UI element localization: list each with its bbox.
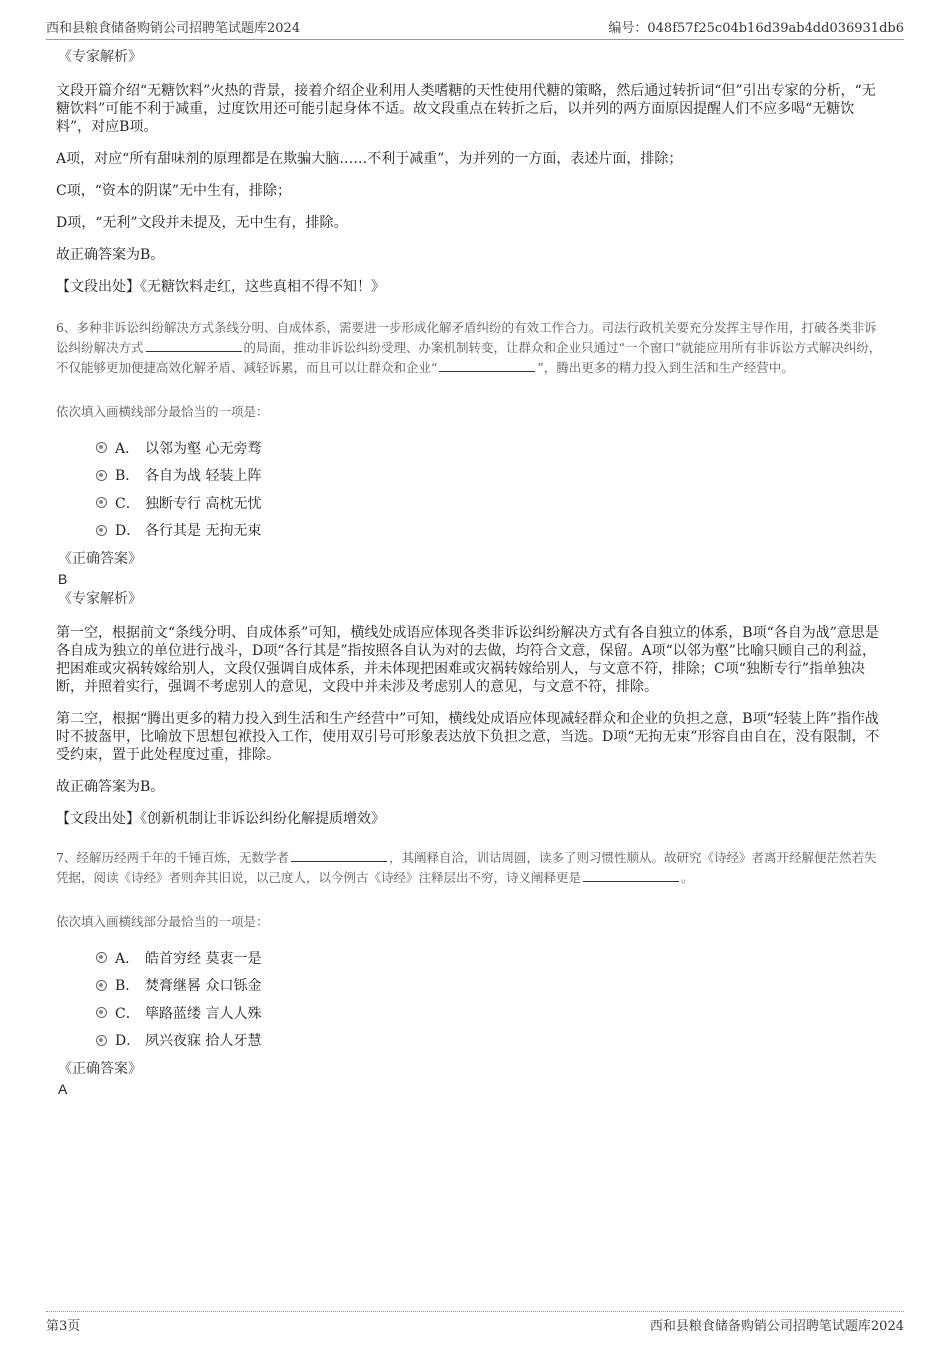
question-text-part: 的局面，推动非诉讼纠纷受理、办案机制转变，让群众和企业只通过“一个窗口”就能应用所有非诉讼方式解决纠纷，不仅能够更加便捷高效化解矛盾、减轻诉累，而且可以让群众和企业“ xyxy=(56,340,882,375)
question-text-part: ”，腾出更多的精力投入到生活和生产经营中。 xyxy=(537,360,794,375)
radio-icon[interactable] xyxy=(96,1007,107,1018)
analysis-paragraph: D项，“无利”文段并未提及，无中生有，排除。 xyxy=(56,215,348,231)
expert-analysis-label: 《专家解析》 xyxy=(58,49,142,65)
analysis-paragraph: 文段开篇介绍“无糖饮料”火热的背景，接着介绍企业利用人类嗜糖的天性使用代糖的策略，然后通过转折词“但”引出专家的分析，“无糖饮料”可能不利于减重，过度饮用还可能引起身体不适。故文段重点在转折之后，以并列的两方面原因提醒人们不应多喝“无糖饮料”，对应B项。 xyxy=(56,83,876,135)
page-content xyxy=(56,46,884,1098)
option-text: 皓首穷经 莫衷一是 xyxy=(145,950,262,967)
question-prompt: 依次填入画横线部分最恰当的一项是： xyxy=(56,914,269,929)
question-6-options xyxy=(56,434,884,544)
page-header xyxy=(46,12,904,40)
radio-icon[interactable] xyxy=(96,1035,107,1046)
question-prompt: 依次填入画横线部分最恰当的一项是： xyxy=(56,404,269,419)
answer-statement: 故正确答案为B。 xyxy=(56,779,165,795)
fill-blank xyxy=(146,339,242,352)
option-c[interactable] xyxy=(96,999,884,1027)
fill-blank xyxy=(439,359,535,372)
page-number: 第3页 xyxy=(46,1319,81,1334)
radio-icon[interactable] xyxy=(96,525,107,536)
option-letter: C． xyxy=(115,495,140,512)
radio-icon[interactable] xyxy=(96,442,107,453)
option-a[interactable] xyxy=(96,434,884,462)
fill-blank xyxy=(583,869,679,882)
radio-icon[interactable] xyxy=(96,952,107,963)
question-6-text xyxy=(56,318,884,378)
correct-answer-value: A xyxy=(58,1081,68,1097)
option-letter: D． xyxy=(115,1033,141,1050)
question-text-part: 6、多种非诉讼纠纷解决方式条线分明、自成体系，需要进一步形成化解矛盾纠纷的有效工作合力。司法行政机关要充分发挥主导作用，打破各类非诉讼纠纷解决方式 xyxy=(56,320,877,355)
option-b[interactable] xyxy=(96,972,884,1000)
option-text: 各自为战 轻装上阵 xyxy=(145,468,262,485)
option-text: 各行其是 无拘无束 xyxy=(145,523,262,540)
option-a[interactable] xyxy=(96,944,884,972)
option-text: 独断专行 高枕无忧 xyxy=(145,495,262,512)
analysis-paragraph: A项，对应“所有甜味剂的原理都是在欺骗大脑……不利于减重”，为并列的一方面，表述片面，排除； xyxy=(56,151,683,167)
question-text-part: 7、经解历经两千年的千锤百炼，无数学者 xyxy=(56,850,289,865)
footer-title: 西和县粮食储备购销公司招聘笔试题库2024 xyxy=(649,1319,904,1334)
expert-analysis-label: 《专家解析》 xyxy=(58,591,142,607)
option-d[interactable] xyxy=(96,1027,884,1055)
radio-icon[interactable] xyxy=(96,980,107,991)
header-title: 西和县粮食储备购销公司招聘笔试题库2024 xyxy=(46,21,301,36)
page-footer xyxy=(46,1311,904,1339)
option-letter: B． xyxy=(115,468,140,485)
question-text-part: 。 xyxy=(681,870,694,885)
correct-answer-label: 《正确答案》 xyxy=(58,1061,142,1077)
fill-blank xyxy=(291,849,387,862)
header-serial-number: 编号：048f57f25c04b16d39ab4dd036931db6 xyxy=(608,21,904,36)
source-citation: 【文段出处】《无糖饮料走红，这些真相不得不知！》 xyxy=(56,279,385,295)
question-7-text xyxy=(56,848,884,888)
option-letter: B． xyxy=(115,978,140,995)
option-text: 筚路蓝缕 言人人殊 xyxy=(145,1005,262,1022)
option-c[interactable] xyxy=(96,489,884,517)
question-7-options xyxy=(56,944,884,1054)
option-text: 夙兴夜寐 拾人牙慧 xyxy=(145,1033,262,1050)
answer-statement: 故正确答案为B。 xyxy=(56,247,165,263)
option-letter: A． xyxy=(115,950,140,967)
analysis-paragraph: C项，“资本的阴谋”无中生有，排除； xyxy=(56,183,292,199)
option-letter: C． xyxy=(115,1005,140,1022)
analysis-paragraph: 第一空，根据前文“条线分明、自成体系”可知，横线处成语应体现各类非诉讼纠纷解决方式有各自独立的体系，B项“各自为战”意思是各自成为独立的单位进行战斗，D项“各行其是”指按照各自认为对的去做，均符合文意，保留。A项“以邻为壑”比喻只顾自己的利益，把困难或灾祸转嫁给别人，文段仅强调自成体系，并未体现把困难或灾祸转嫁给别人，与文意不符，排除；C项“独断专行”指单独决断，并照着实行，强调不考虑别人的意见，文段中并未涉及考虑别人的意见，与文意不符，排除。 xyxy=(56,625,879,695)
radio-icon[interactable] xyxy=(96,470,107,481)
correct-answer-label: 《正确答案》 xyxy=(58,551,142,567)
option-letter: D． xyxy=(115,523,141,540)
option-text: 以邻为壑 心无旁骛 xyxy=(145,440,262,457)
correct-answer-value: B xyxy=(58,571,68,587)
analysis-paragraph: 第二空，根据“腾出更多的精力投入到生活和生产经营中”可知，横线处成语应体现减轻群众和企业的负担之意，B项“轻装上阵”指作战时不披盔甲，比喻放下思想包袱投入工作，使用双引号可形象表达放下负担之意，当选。D项“无拘无束”形容自由自在，没有限制，不受约束，置于此处程度过重，排除。 xyxy=(56,711,880,763)
radio-icon[interactable] xyxy=(96,497,107,508)
question-text-part: ，其阐释自洽，训诂周圆，读多了则习惯性顺从。故研究《诗经》者离开经解便茫然若失凭据，阅读《诗经》者则奔其旧说，以己度人，以今例古《诗经》注释层出不穷，诗义阐释更是 xyxy=(56,850,877,885)
option-d[interactable] xyxy=(96,517,884,545)
source-citation: 【文段出处】《创新机制让非诉讼纠纷化解提质增效》 xyxy=(56,811,385,827)
option-b[interactable] xyxy=(96,462,884,490)
option-text: 焚膏继晷 众口铄金 xyxy=(145,978,262,995)
option-letter: A． xyxy=(115,440,140,457)
